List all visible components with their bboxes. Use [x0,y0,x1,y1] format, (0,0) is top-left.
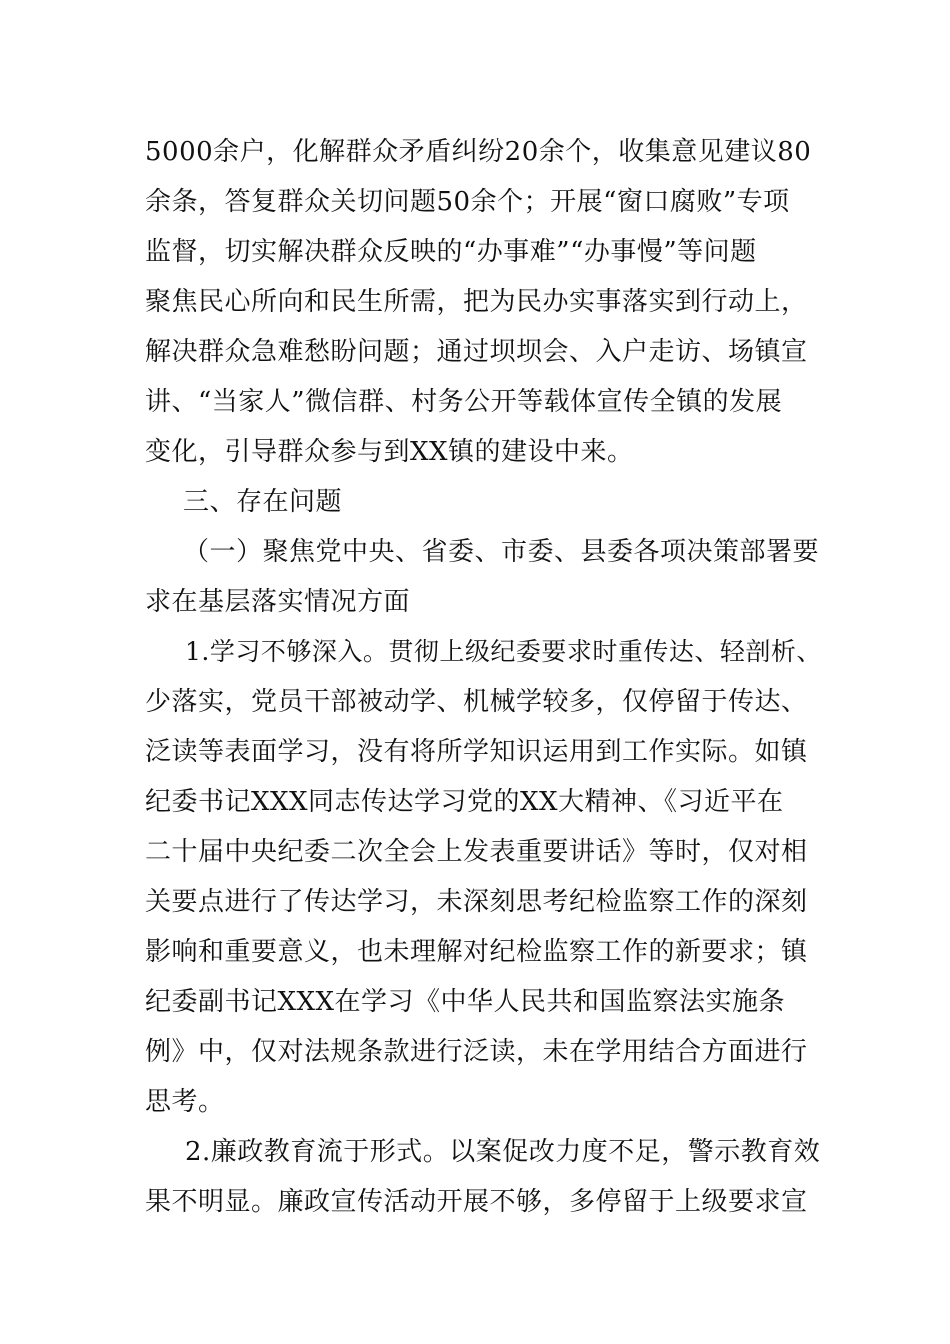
text-line: 纪委副书记XXX在学习《中华人民共和国监察法实施条 [145,987,786,1017]
text-line: 1.学习不够深入。贯彻上级纪委要求时重传达、轻剖析、 [185,637,822,666]
text-line: 纪委书记XXX同志传达学习党的XX大精神、《习近平在 [145,787,784,817]
text-line: 监督，切实解决群众反映的“办事难”“办事慢”等问题 [145,237,757,267]
text-line: 例》中，仅对法规条款进行泛读，未在学用结合方面进行 [145,1037,808,1067]
text-line: 讲、“当家人”微信群、村务公开等载体宣传全镇的发展 [145,387,783,417]
text-line: 泛读等表面学习，没有将所学知识运用到工作实际。如镇 [145,737,808,767]
text-line: 求在基层落实情况方面 [145,587,411,617]
text-line: 余条，答复群众关切问题50余个；开展“窗口腐败”专项 [145,187,790,217]
text-line: 5000余户，化解群众矛盾纠纷20余个，收集意见建议80 [145,137,812,167]
text-line: 2.廉政教育流于形式。以案促改力度不足，警示教育效 [185,1137,821,1167]
text-line: 影响和重要意义，也未理解对纪检监察工作的新要求；镇 [145,937,808,967]
text-line: 变化，引导群众参与到XX镇的建设中来。 [145,437,634,467]
text-line: 解决群众急难愁盼问题；通过坝坝会、入户走访、场镇宣 [145,337,808,367]
text-line: 聚焦民心所向和民生所需，把为民办实事落实到行动上， [145,287,808,317]
text-line: 少落实，党员干部被动学、机械学较多，仅停留于传达、 [145,687,808,717]
text-line: 思考。 [145,1087,225,1117]
section-heading: 三、存在问题 [183,487,343,517]
text-line: 果不明显。廉政宣传活动开展不够，多停留于上级要求宣 [145,1187,808,1217]
subsection-heading: （一）聚焦党中央、省委、市委、县委各项决策部署要 [183,537,820,567]
text-line: 关要点进行了传达学习，未深刻思考纪检监察工作的深刻 [145,887,808,917]
text-line: 二十届中央纪委二次全会上发表重要讲话》等时，仅对相 [145,837,808,867]
